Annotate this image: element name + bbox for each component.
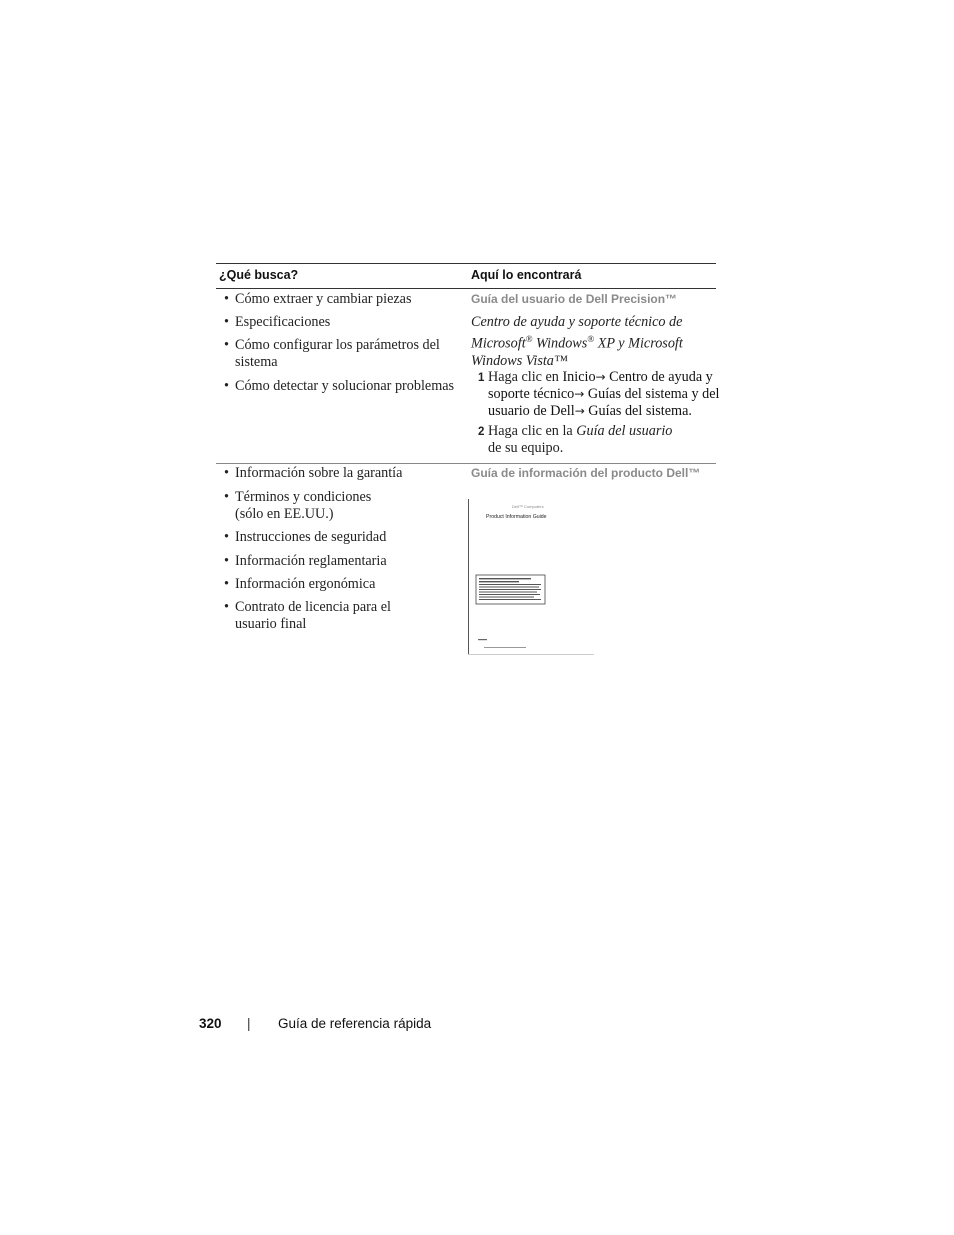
source-title-product-info: Guía de información del producto Dell™ — [471, 466, 701, 480]
footer-separator: | — [247, 1016, 251, 1031]
help-center-intro: Centro de ayuda y soporte técnico de Microsoft® Windows® XP y Microsoft Windows Vista™ — [471, 314, 683, 369]
footer-title: Guía de referencia rápida — [278, 1016, 432, 1031]
row-divider — [216, 463, 716, 464]
menu-inicio: Inicio — [562, 369, 596, 385]
thumb-title: Product Information Guide — [486, 514, 547, 520]
page-number: 320 — [199, 1016, 222, 1031]
header-bottom-rule — [216, 288, 716, 289]
guide-cover-image — [468, 499, 598, 655]
thumb-brand: Dell™ Computers — [512, 504, 544, 509]
product-guide-thumbnail — [468, 499, 598, 655]
source-title-user-guide: Guía del usuario de Dell Precision™ — [471, 292, 678, 306]
page-footer — [199, 1016, 432, 1031]
table-top-rule — [216, 263, 716, 264]
header-what-looking-for: ¿Qué busca? — [219, 268, 299, 282]
header-where-found: Aquí lo encontrará — [471, 268, 582, 282]
